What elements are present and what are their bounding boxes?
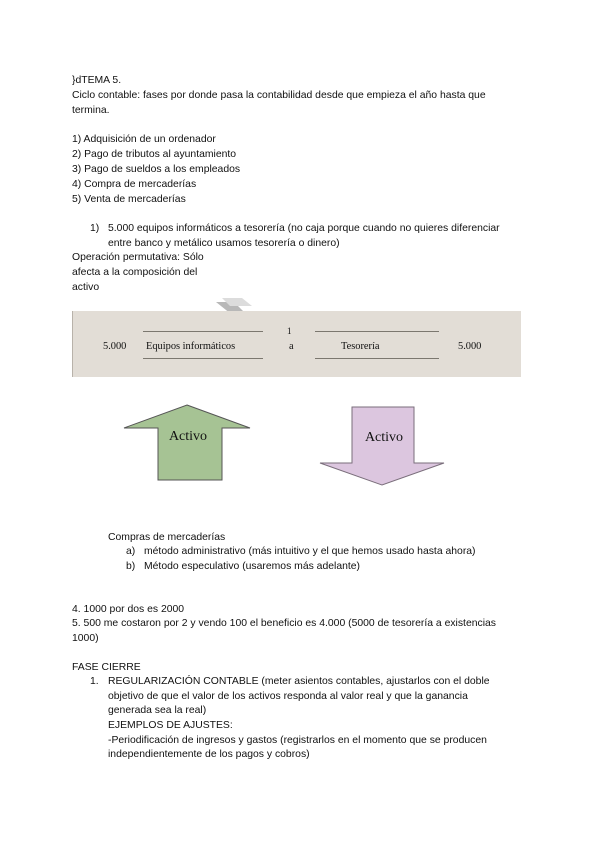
closing-text: REGULARIZACIÓN CONTABLE (meter asientos contables, ajustarlos con el doble bbox=[108, 676, 490, 687]
credit-amount: 5.000 bbox=[458, 341, 482, 352]
example-text: independientemente de los pagos y cobros) bbox=[108, 749, 310, 760]
list-marker: b) bbox=[126, 561, 136, 572]
connector: a bbox=[289, 341, 294, 352]
operation-note: activo bbox=[72, 282, 100, 293]
arrow-up-icon bbox=[120, 402, 254, 484]
arrow-up-label: Activo bbox=[168, 429, 208, 444]
closing-text: generada sea la real) bbox=[108, 705, 207, 716]
phase-item: 2) Pago de tributos al ayuntamiento bbox=[72, 149, 237, 160]
arrow-down-icon bbox=[316, 405, 448, 487]
examples-title: EJEMPLOS DE AJUSTES: bbox=[108, 720, 233, 731]
phase-item: 1) Adquisición de un ordenador bbox=[72, 134, 216, 145]
divider bbox=[315, 331, 439, 332]
note-line: 1000) bbox=[72, 633, 99, 644]
intro-line: Ciclo contable: fases por donde pasa la contabilidad desde que empieza el año hasta que bbox=[72, 90, 486, 101]
arrow-down-label: Activo bbox=[364, 430, 404, 445]
journal-entry bbox=[72, 311, 521, 377]
purchases-title: Compras de mercaderías bbox=[108, 532, 226, 543]
closing-text: objetivo de que el valor de los activos responda al valor real y que la ganancia bbox=[108, 691, 468, 702]
item1-text: entre banco y metálico usamos tesorería o dinero) bbox=[108, 238, 340, 249]
debit-amount: 5.000 bbox=[103, 341, 127, 352]
note-line: 4. 1000 por dos es 2000 bbox=[72, 604, 185, 615]
debit-account: Equipos informáticos bbox=[146, 341, 236, 352]
example-text: -Periodificación de ingresos y gastos (registrarlos en el momento que se producen bbox=[108, 735, 487, 746]
operation-note: afecta a la composición del bbox=[72, 267, 198, 278]
list-marker: a) bbox=[126, 546, 136, 557]
divider bbox=[315, 358, 439, 359]
item1-text: 5.000 equipos informáticos a tesorería (no caja porque cuando no quieres diferenciar bbox=[108, 223, 500, 234]
page-title: }dTEMA 5. bbox=[72, 75, 122, 86]
divider bbox=[143, 358, 263, 359]
purchases-method: método administrativo (más intuitivo y el que hemos usado hasta ahora) bbox=[144, 546, 476, 557]
note-line: 5. 500 me costaron por 2 y vendo 100 el beneficio es 4.000 (5000 de tesorería a existencias bbox=[72, 618, 496, 629]
section-title: FASE CIERRE bbox=[72, 662, 141, 673]
divider bbox=[143, 331, 263, 332]
phase-item: 5) Venta de mercaderías bbox=[72, 194, 186, 205]
operation-note: Operación permutativa: Sólo bbox=[72, 252, 204, 263]
phase-item: 3) Pago de sueldos a los empleados bbox=[72, 164, 241, 175]
purchases-method: Método especulativo (usaremos más adelante) bbox=[144, 561, 361, 572]
list-marker: 1. bbox=[90, 676, 99, 687]
credit-account: Tesorería bbox=[341, 341, 380, 352]
entry-number: 1 bbox=[287, 326, 292, 336]
phase-item: 4) Compra de mercaderías bbox=[72, 179, 197, 190]
intro-line: termina. bbox=[72, 105, 110, 116]
list-marker: 1) bbox=[90, 223, 100, 234]
